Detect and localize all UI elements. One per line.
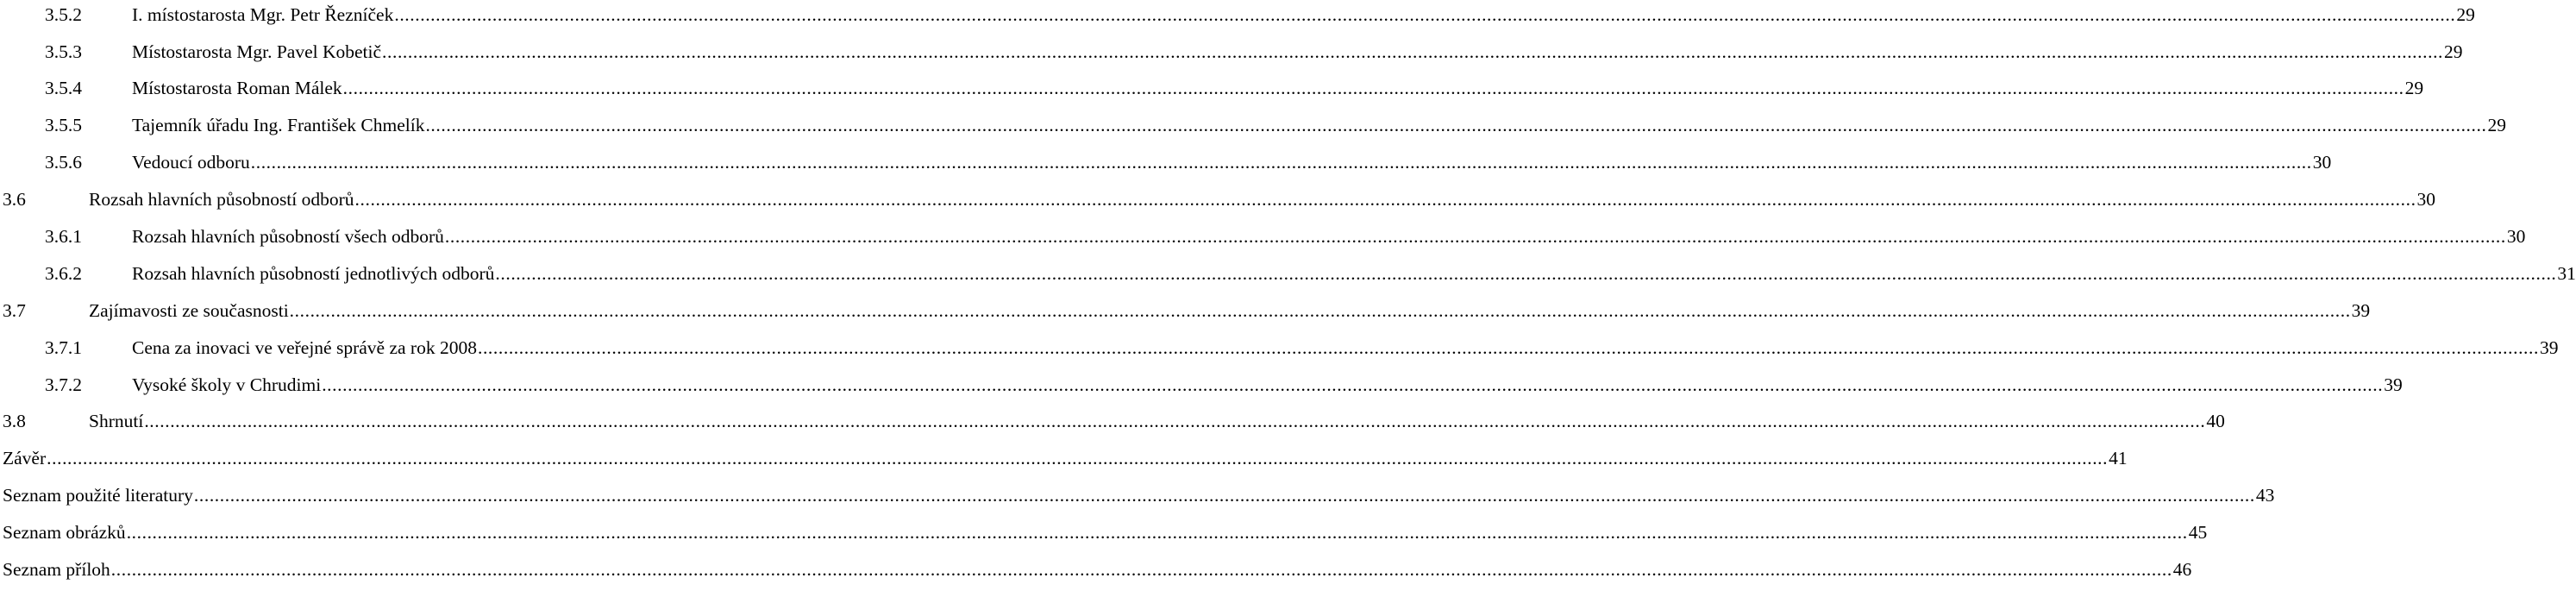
toc-entry-number: 3.6 [3,189,26,210]
toc-entry-title: Místostarosta Mgr. Pavel Kobetič [132,41,382,62]
toc-dot-leader: ................................................................................................................................................................................................................................................................................................................................................................................................................ [382,41,2444,62]
toc-entry[interactable] [0,408,2225,434]
toc-entry[interactable] [0,2,2475,28]
toc-entry-title: Seznam obrázků [3,522,126,543]
toc-entry-title: Cena za inovaci ve veřejné správě za rok 2008 [132,337,477,358]
toc-dot-leader: ................................................................................................................................................................................................................................................................................................................................................................................................................ [289,300,2351,321]
toc-entry[interactable] [0,556,2192,582]
toc-entry-number: 3.6.2 [45,263,82,284]
toc-entry-title: Shrnutí [89,411,144,431]
toc-entry-page: 39 [2384,374,2403,395]
toc-entry-page: 46 [2172,559,2192,580]
toc-dot-leader: ................................................................................................................................................................................................................................................................................................................................................................................................................ [394,4,2456,25]
toc-entry[interactable] [0,75,2424,101]
toc-entry-title: Rozsah hlavních působností odborů [89,189,354,210]
toc-dot-leader: ................................................................................................................................................................................................................................................................................................................................................................................................................ [126,522,2188,543]
toc-entry-page: 30 [2416,189,2436,210]
toc-entry[interactable] [0,223,2526,249]
toc-entry-page: 29 [2456,4,2475,25]
toc-dot-leader: ................................................................................................................................................................................................................................................................................................................................................................................................................ [477,337,2539,358]
toc-entry-number: 3.5.2 [45,4,82,25]
toc-entry-page: 40 [2206,411,2225,431]
toc-entry-number: 3.7 [3,300,26,321]
toc-entry[interactable] [0,335,2559,361]
toc-entry-page: 31 [2557,263,2576,284]
toc-entry-number: 3.7.2 [45,374,82,395]
toc-entry-page: 29 [2487,115,2506,135]
toc-entry[interactable] [0,186,2436,212]
toc-entry[interactable] [0,112,2506,138]
toc-entry[interactable] [0,39,2463,65]
toc-entry-number: 3.5.5 [45,115,82,135]
toc-dot-leader: ................................................................................................................................................................................................................................................................................................................................................................................................................ [250,152,2312,173]
toc-entry-number: 3.7.1 [45,337,82,358]
toc-entry[interactable] [0,482,2275,508]
toc-entry-number: 3.5.4 [45,78,82,98]
toc-entry[interactable] [0,298,2371,324]
toc-entry-number: 3.6.1 [45,226,82,247]
toc-dot-leader: ................................................................................................................................................................................................................................................................................................................................................................................................................ [47,448,2109,468]
toc-entry-title: Seznam příloh [3,559,110,580]
toc-entry-title: Seznam použité literatury [3,485,193,506]
toc-dot-leader: ................................................................................................................................................................................................................................................................................................................................................................................................................ [444,226,2506,247]
toc-entry-title: Zajímavosti ze současnosti [89,300,289,321]
toc-entry-title: Vysoké školy v Chrudimi [132,374,322,395]
toc-entry-title: Tajemník úřadu Ing. František Chmelík [132,115,425,135]
toc-entry-page: 39 [2539,337,2559,358]
toc-entry-page: 45 [2188,522,2208,543]
toc-entry[interactable] [0,149,2332,175]
toc-entry[interactable] [0,519,2208,545]
toc-entry-page: 41 [2109,448,2128,468]
toc-entry-page: 39 [2351,300,2371,321]
toc-dot-leader: ................................................................................................................................................................................................................................................................................................................................................................................................................ [425,115,2487,135]
toc-entry-title: Místostarosta Roman Málek [132,78,342,98]
toc-entry-page: 30 [2506,226,2526,247]
toc-dot-leader: ................................................................................................................................................................................................................................................................................................................................................................................................................ [342,78,2404,98]
toc-entry-title: Závěr [3,448,47,468]
toc-entry-number: 3.5.6 [45,152,82,173]
toc-entry-number: 3.8 [3,411,26,431]
toc-dot-leader: ................................................................................................................................................................................................................................................................................................................................................................................................................ [322,374,2384,395]
toc-entry-title: Rozsah hlavních působností jednotlivých odborů [132,263,495,284]
toc-entry-page: 29 [2404,78,2424,98]
toc-entry-page: 43 [2255,485,2275,506]
toc-entry-title: Rozsah hlavních působností všech odborů [132,226,444,247]
toc-dot-leader: ................................................................................................................................................................................................................................................................................................................................................................................................................ [144,411,2206,431]
toc-entry-title: Vedoucí odboru [132,152,250,173]
toc-dot-leader: ................................................................................................................................................................................................................................................................................................................................................................................................................ [193,485,2255,506]
toc-entry[interactable] [0,445,2128,471]
toc-entry-number: 3.5.3 [45,41,82,62]
toc-dot-leader: ................................................................................................................................................................................................................................................................................................................................................................................................................ [110,559,2172,580]
toc-entry[interactable] [0,372,2403,398]
toc-dot-leader: ................................................................................................................................................................................................................................................................................................................................................................................................................ [495,263,2557,284]
toc-entry-page: 30 [2312,152,2332,173]
toc-entry-page: 29 [2444,41,2463,62]
toc-entry[interactable] [0,261,2576,286]
toc-entry-title: I. místostarosta Mgr. Petr Řezníček [132,4,394,25]
toc-dot-leader: ................................................................................................................................................................................................................................................................................................................................................................................................................ [354,189,2416,210]
